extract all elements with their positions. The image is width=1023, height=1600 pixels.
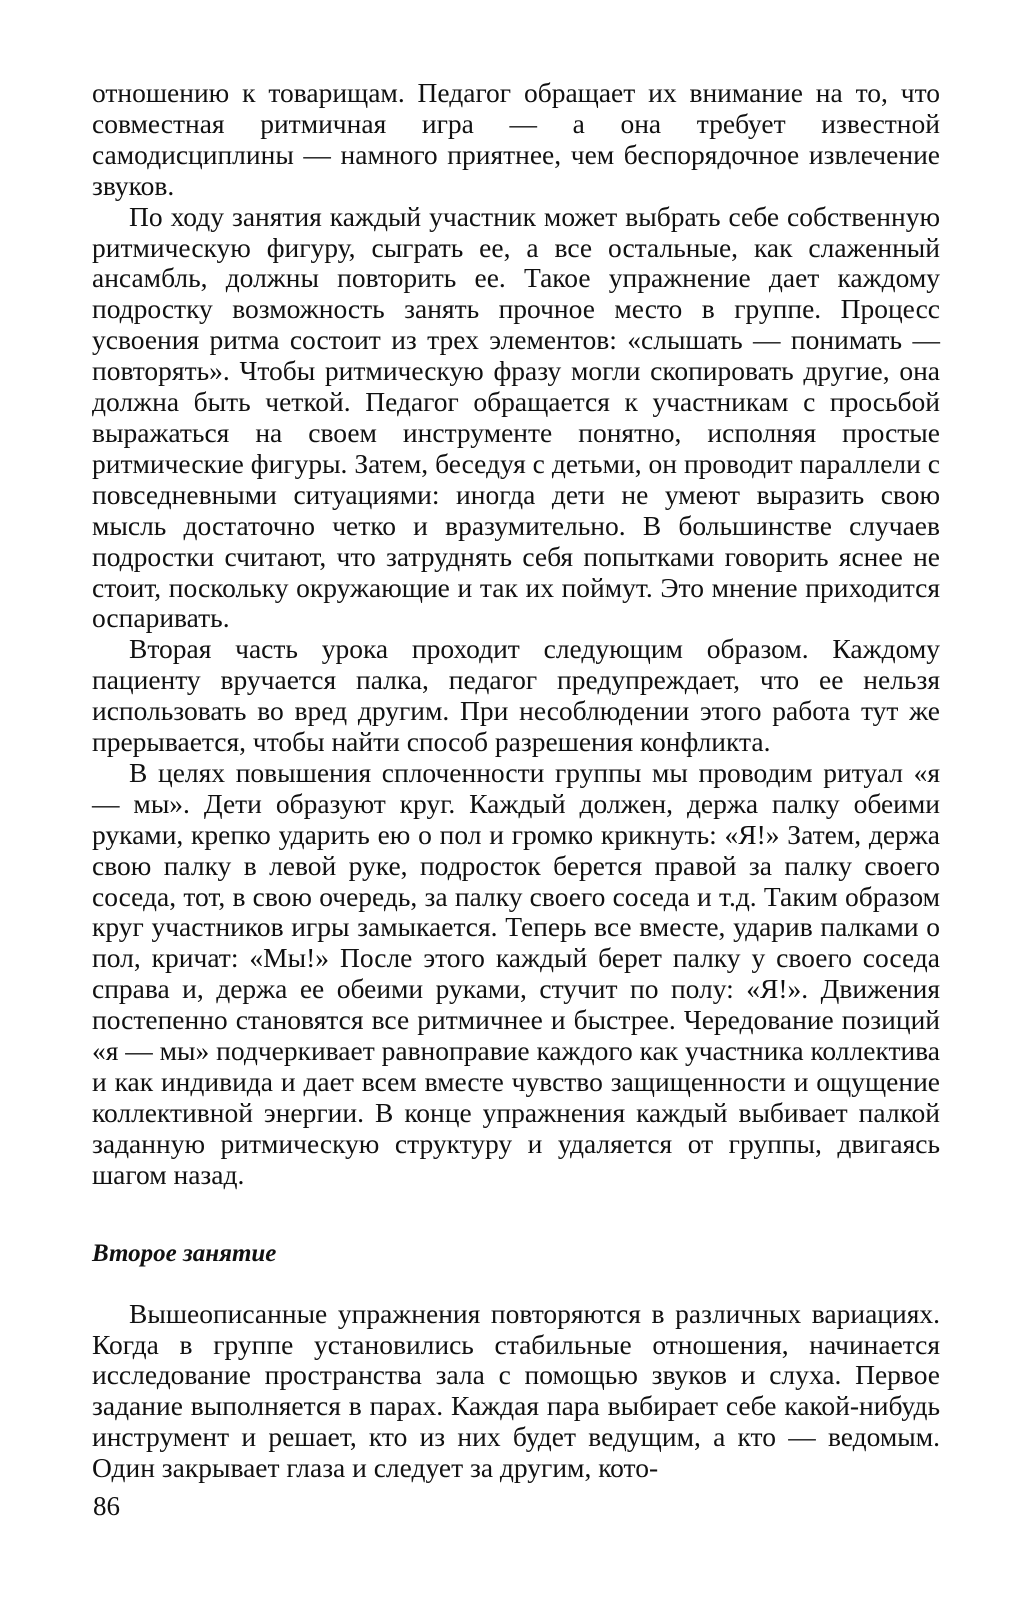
paragraph-4: В целях повышения сплоченности группы мы проводим ритуал «я — мы». Дети образуют круг. Каждый должен, держа палку обеими руками, крепко ударить ею о пол и громко крикнуть: «Я!» Затем, держа свою палку в левой руке, подросток берется правой за палку своего соседа, тот, в свою очередь, за палку своего соседа и т.д. Таким образом круг участников игры замыкается. Теперь все вместе, ударив палками о пол, кричат: «Мы!» После этого каждый берет палку у своего соседа справа и, держа ее обеими руками, стучит по полу: «Я!». Движения постепенно становятся все ритмичнее и быстрее. Чередование позиций «я — мы» подчеркивает равноправие каждого как участника коллектива и как индивида и дает всем вместе чувство защищенности и ощущение коллективной энергии. В конце упражнения каждый выбивает палкой заданную ритмическую структуру и удаляется от группы, двигаясь шагом назад. [92, 756, 941, 1190]
paragraph-5: Вышеописанные упражнения повторяются в различных вариациях. Когда в группе установились стабильные отношения, начинается исследование пространства зала с помощью звуков и слуха. Первое задание выполняется в парах. Каждая пара выбирает себе какой-нибудь инструмент и решает, кто из них будет ведущим, а кто — ведомым. Один закрывает глаза и следует за другим, кото- [92, 1297, 940, 1484]
paragraph-2: По ходу занятия каждый участник может выбрать себе собственную ритмическую фигуру, сыграть ее, а все остальные, как слаженный ансамбль, должны повторить ее. Такое упражнение дает каждому подростку возможность занять прочное место в группе. Процесс усвоения ритма состоит из трех элементов: «слышать — понимать — повторять». Чтобы ритмическую фразу могли скопировать другие, она должна быть четкой. Педагог обращается к участникам с просьбой выражаться на своем инструменте понятно, исполняя простые ритмические фигуры. Затем, беседуя с детьми, он проводит параллели с повседневными ситуациями: иногда дети не умеют выразить свою мысль достаточно четко и вразумительно. В большинстве случаев подростки считают, что затруднять себя попытками говорить яснее не стоит, поскольку окружающие и так их поймут. Это мнение приходится оспаривать. [92, 200, 940, 634]
heading-spacer [92, 1269, 940, 1299]
page-body [92, 78, 940, 1484]
page-number: 86 [93, 1491, 120, 1521]
section-heading: Второе занятие [92, 1239, 277, 1267]
paragraph-3: Вторая часть урока проходит следующим образом. Каждому пациенту вручается палка, педагог предупреждает, что ее нельзя использовать во вред другим. При несоблюдении этого работа тут же прерывается, чтобы найти способ разрешения конфликта. [92, 633, 940, 758]
paragraph-1: отношению к товарищам. Педагог обращает их внимание на то, что совместная ритмичная игра — а она требует известной самодисциплины — намного приятнее, чем беспорядочное извлечение звуков. [92, 77, 940, 201]
